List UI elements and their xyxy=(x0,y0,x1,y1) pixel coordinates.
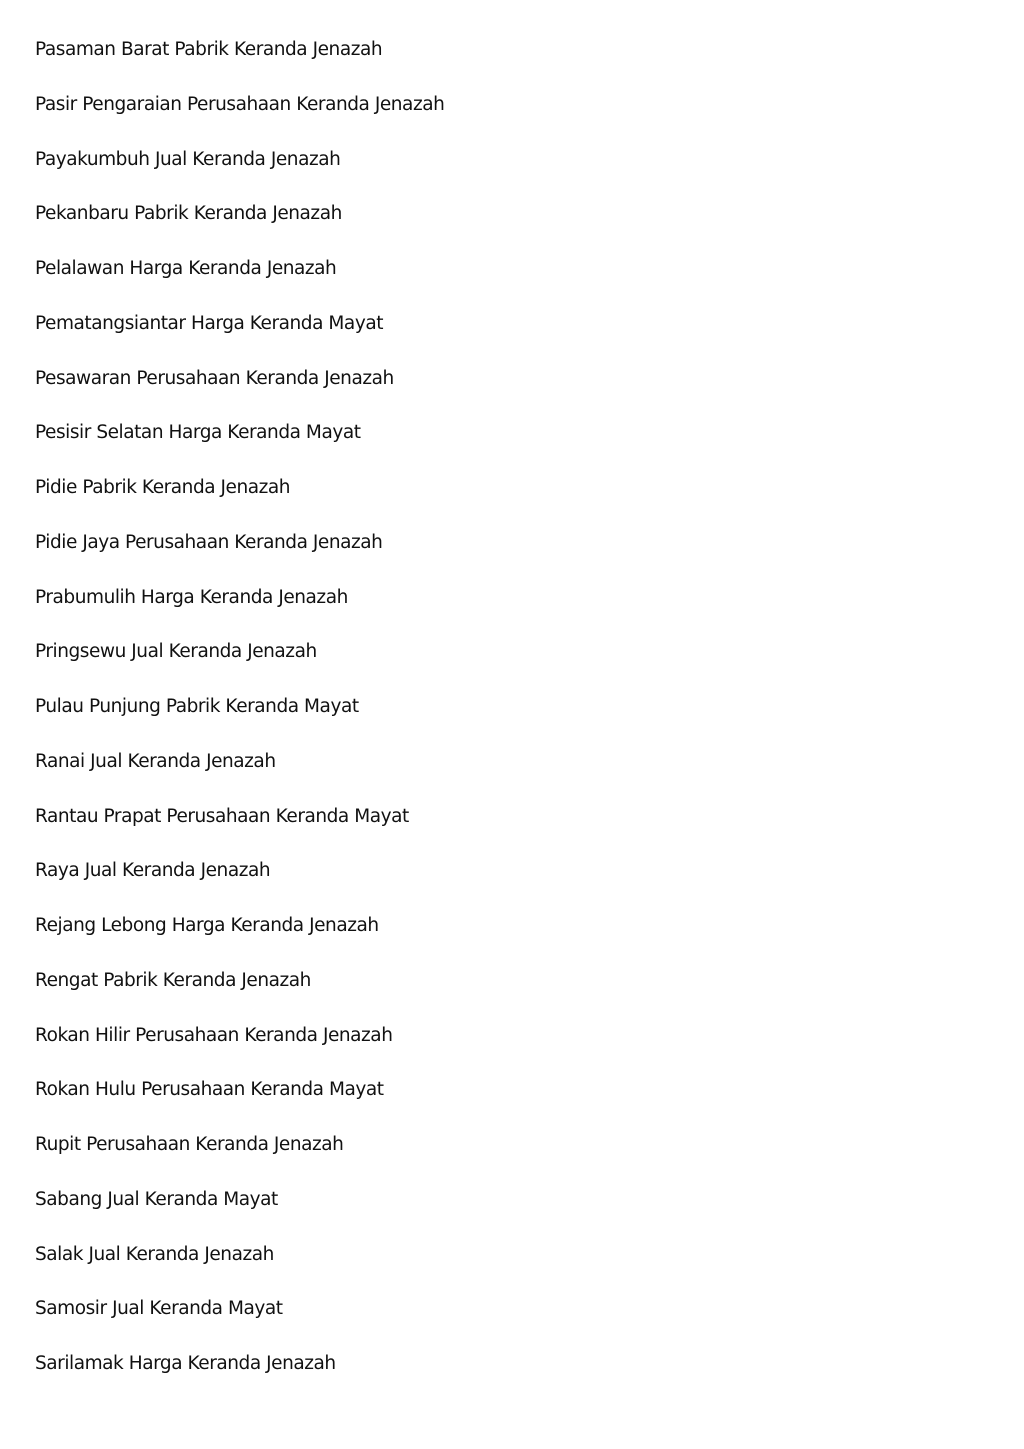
list-item-link[interactable]: Pringsewu Jual Keranda Jenazah xyxy=(35,641,317,663)
list-item-link[interactable]: Salak Jual Keranda Jenazah xyxy=(35,1243,274,1265)
list-item-link[interactable]: Rokan Hilir Perusahaan Keranda Jenazah xyxy=(35,1024,393,1046)
list-item-link[interactable]: Pulau Punjung Pabrik Keranda Mayat xyxy=(35,696,359,717)
list-item xyxy=(35,1022,444,1077)
list-item xyxy=(35,1350,444,1405)
list-item-link[interactable]: Pelalawan Harga Keranda Jenazah xyxy=(35,258,337,279)
list-item xyxy=(35,912,444,967)
list-item xyxy=(35,200,444,255)
link-list xyxy=(35,36,444,1405)
list-item-link[interactable]: Payakumbuh Jual Keranda Jenazah xyxy=(35,148,341,170)
list-item xyxy=(35,967,444,1022)
list-item-link[interactable]: Pekanbaru Pabrik Keranda Jenazah xyxy=(35,203,342,225)
list-item xyxy=(35,803,444,858)
list-item xyxy=(35,419,444,474)
list-item-link[interactable]: Pematangsiantar Harga Keranda Mayat xyxy=(35,312,384,334)
list-item xyxy=(35,529,444,584)
list-item-link[interactable]: Pesisir Selatan Harga Keranda Mayat xyxy=(35,422,361,444)
list-item xyxy=(35,1076,444,1131)
list-item xyxy=(35,146,444,201)
list-item-link[interactable]: Pidie Jaya Perusahaan Keranda Jenazah xyxy=(35,531,383,553)
list-item-link[interactable]: Rejang Lebong Harga Keranda Jenazah xyxy=(35,915,379,936)
list-item xyxy=(35,36,444,91)
list-item xyxy=(35,310,444,365)
list-item-link[interactable]: Ranai Jual Keranda Jenazah xyxy=(35,750,276,772)
list-item xyxy=(35,255,444,310)
list-item-link[interactable]: Pasir Pengaraian Perusahaan Keranda Jenazah xyxy=(35,93,445,115)
list-item xyxy=(35,1295,444,1350)
list-item-link[interactable]: Sabang Jual Keranda Mayat xyxy=(35,1188,278,1210)
list-item-link[interactable]: Rengat Pabrik Keranda Jenazah xyxy=(35,969,311,991)
list-item-link[interactable]: Rupit Perusahaan Keranda Jenazah xyxy=(35,1134,344,1155)
list-item xyxy=(35,638,444,693)
list-item xyxy=(35,1186,444,1241)
list-item-link[interactable]: Rokan Hulu Perusahaan Keranda Mayat xyxy=(35,1079,384,1101)
list-item-link[interactable]: Pidie Pabrik Keranda Jenazah xyxy=(35,477,291,498)
list-item xyxy=(35,857,444,912)
list-item xyxy=(35,1241,444,1296)
list-item xyxy=(35,1131,444,1186)
list-item xyxy=(35,474,444,529)
list-item-link[interactable]: Prabumulih Harga Keranda Jenazah xyxy=(35,586,348,608)
list-item xyxy=(35,365,444,420)
list-item-link[interactable]: Pasaman Barat Pabrik Keranda Jenazah xyxy=(35,39,383,60)
list-item xyxy=(35,748,444,803)
list-item-link[interactable]: Raya Jual Keranda Jenazah xyxy=(35,860,271,882)
list-item xyxy=(35,584,444,639)
list-item-link[interactable]: Samosir Jual Keranda Mayat xyxy=(35,1298,283,1320)
list-item-link[interactable]: Sarilamak Harga Keranda Jenazah xyxy=(35,1353,336,1374)
list-item-link[interactable]: Pesawaran Perusahaan Keranda Jenazah xyxy=(35,367,394,389)
list-item-link[interactable]: Rantau Prapat Perusahaan Keranda Mayat xyxy=(35,805,409,827)
list-item xyxy=(35,91,444,146)
list-item xyxy=(35,693,444,748)
